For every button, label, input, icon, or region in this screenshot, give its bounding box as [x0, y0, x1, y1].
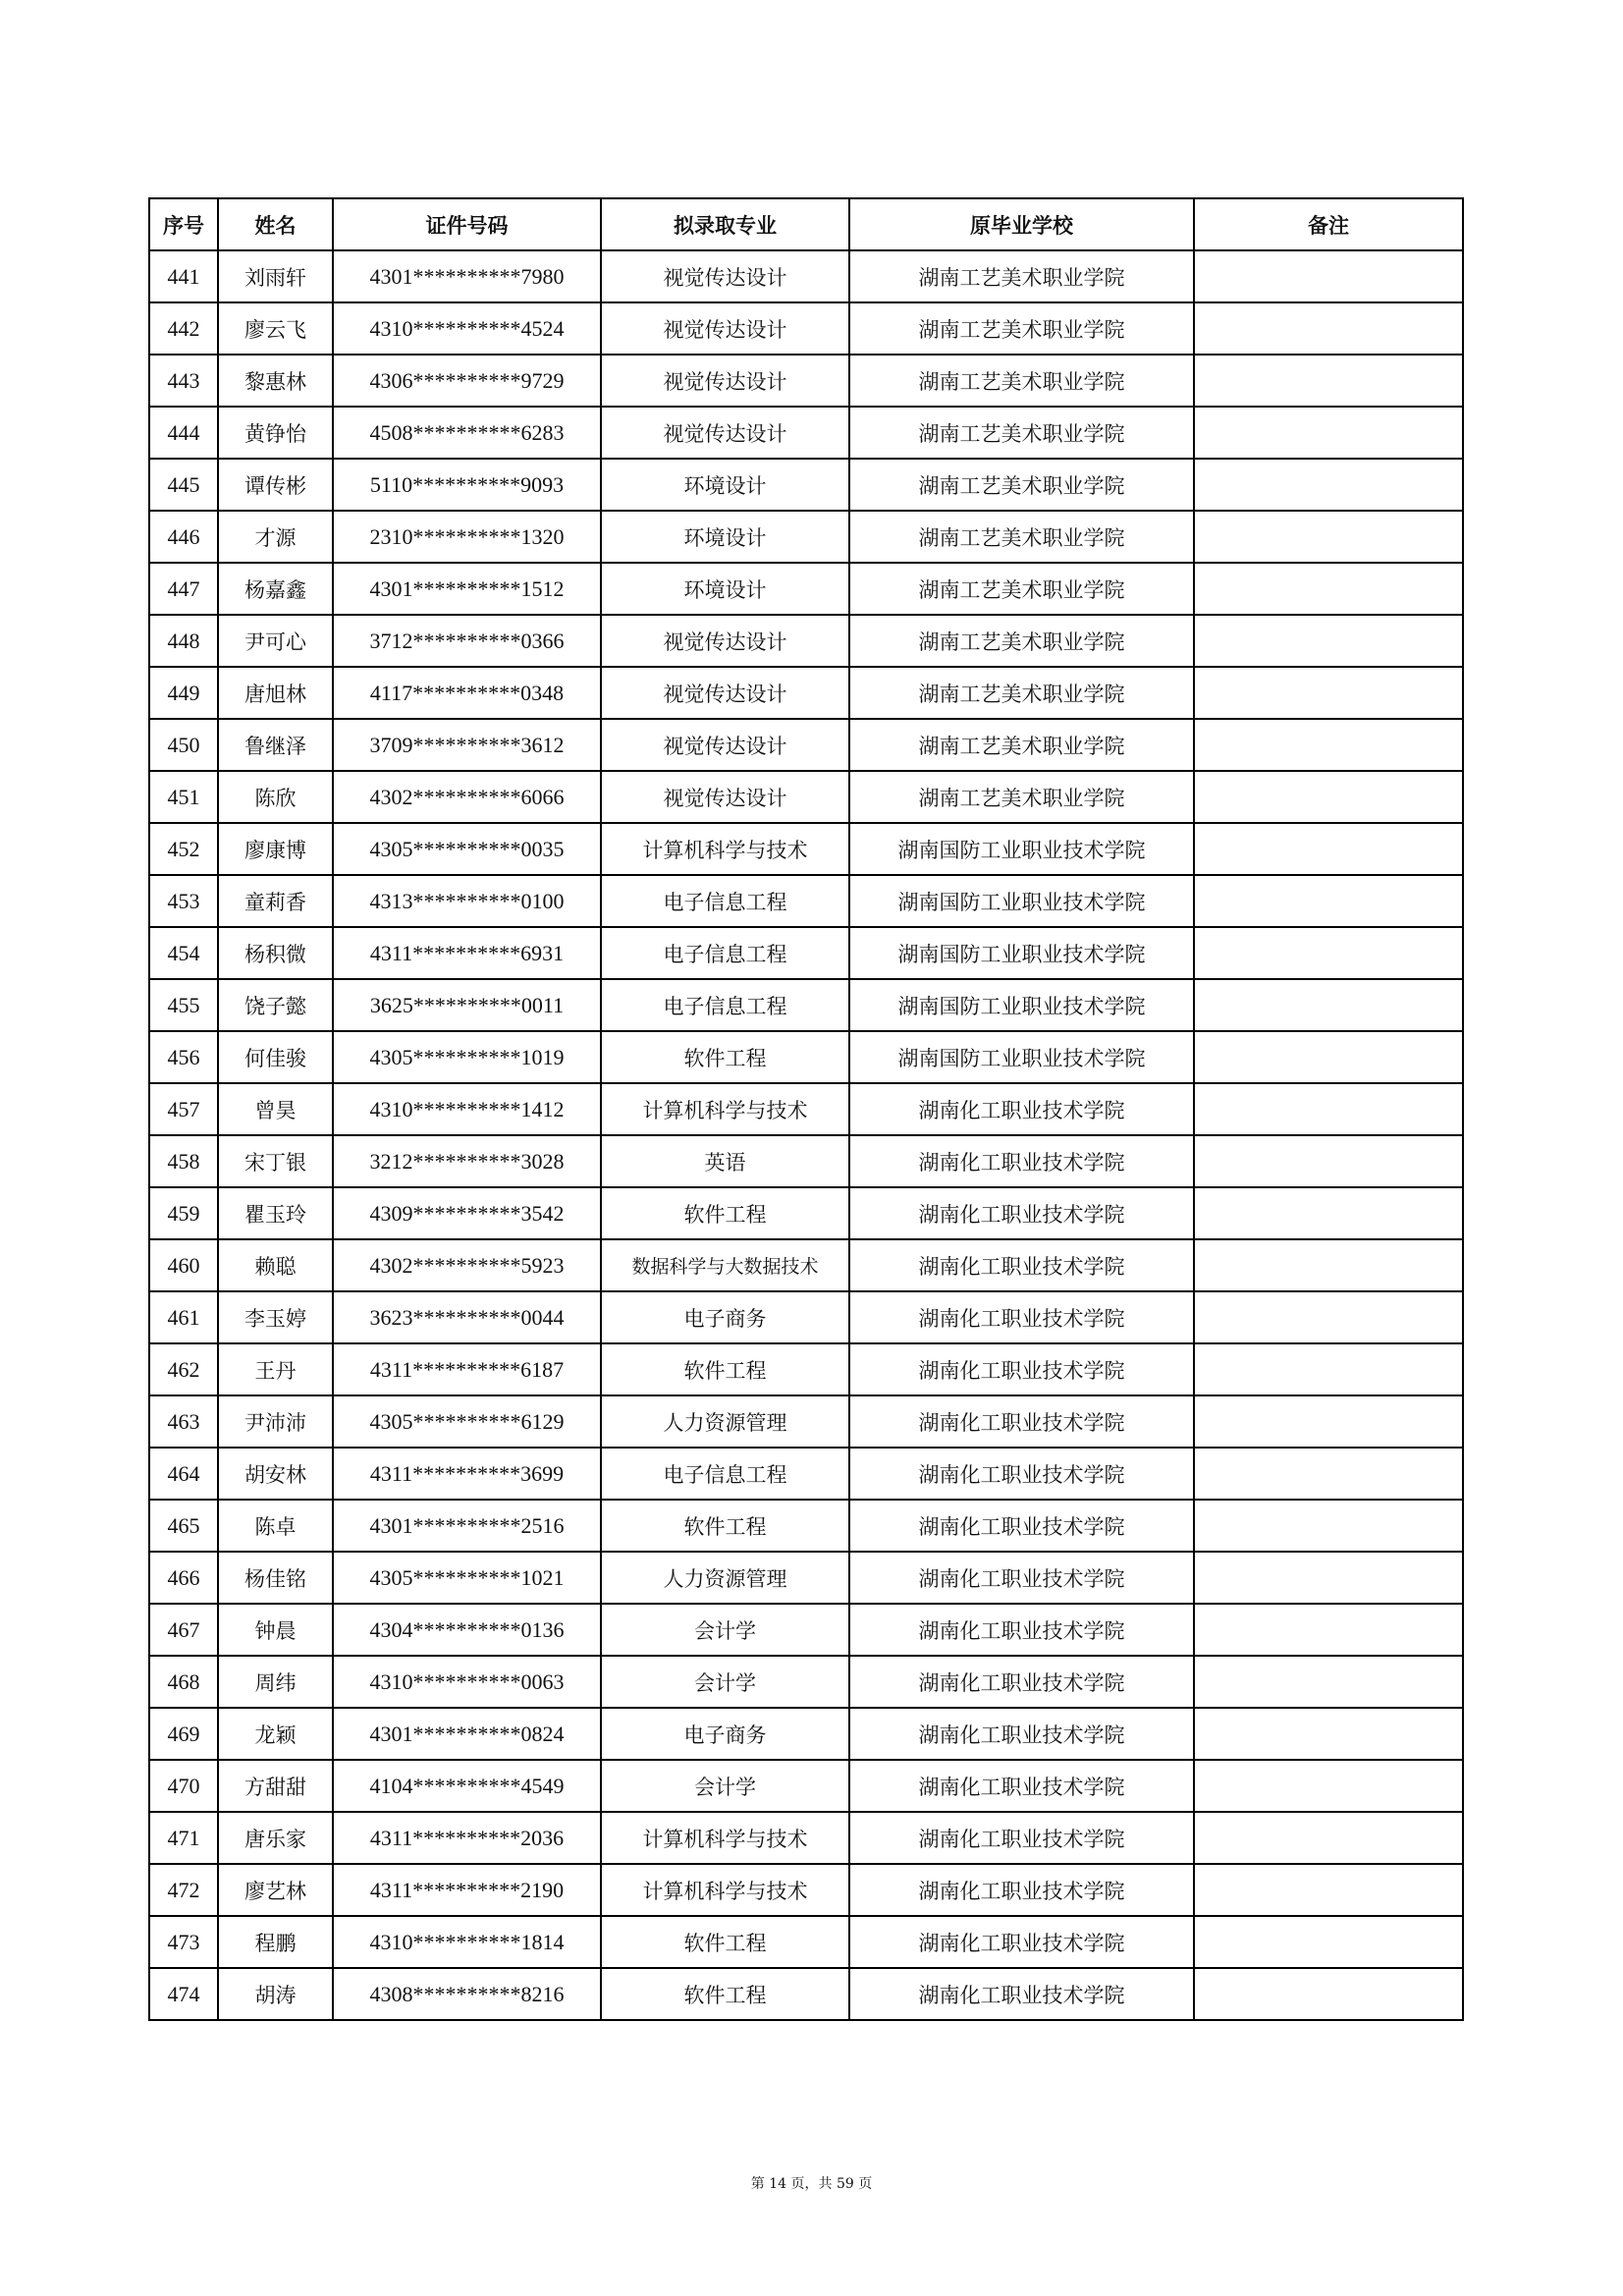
- remarks-cell: [1194, 1083, 1463, 1135]
- major-cell: 电子信息工程: [601, 875, 849, 927]
- header-seq: 序号: [149, 198, 218, 250]
- id-number-cell: 3709**********3612: [333, 719, 601, 771]
- school-cell: 湖南工艺美术职业学院: [849, 250, 1194, 302]
- remarks-cell: [1194, 771, 1463, 823]
- remarks-cell: [1194, 407, 1463, 459]
- header-id-number: 证件号码: [333, 198, 601, 250]
- major-cell: 环境设计: [601, 459, 849, 511]
- major-cell: 软件工程: [601, 1916, 849, 1968]
- table-row: [149, 1135, 1463, 1187]
- seq-cell: 453: [149, 875, 218, 927]
- school-cell: 湖南工艺美术职业学院: [849, 771, 1194, 823]
- seq-cell: 469: [149, 1708, 218, 1760]
- school-cell: 湖南化工职业技术学院: [849, 1760, 1194, 1812]
- name-cell: 廖康博: [218, 823, 333, 875]
- seq-cell: 444: [149, 407, 218, 459]
- seq-cell: 472: [149, 1864, 218, 1916]
- table-row: [149, 667, 1463, 719]
- table-row: [149, 1187, 1463, 1239]
- seq-cell: 441: [149, 250, 218, 302]
- id-number-cell: 4305**********6129: [333, 1395, 601, 1448]
- school-cell: 湖南工艺美术职业学院: [849, 355, 1194, 407]
- name-cell: 程鹏: [218, 1916, 333, 1968]
- major-cell: 计算机科学与技术: [601, 823, 849, 875]
- name-cell: 李玉婷: [218, 1291, 333, 1343]
- id-number-cell: 4310**********0063: [333, 1656, 601, 1708]
- school-cell: 湖南化工职业技术学院: [849, 1135, 1194, 1187]
- school-cell: 湖南化工职业技术学院: [849, 1448, 1194, 1500]
- school-cell: 湖南化工职业技术学院: [849, 1552, 1194, 1604]
- id-number-cell: 4309**********3542: [333, 1187, 601, 1239]
- table-row: [149, 511, 1463, 563]
- id-number-cell: 5110**********9093: [333, 459, 601, 511]
- school-cell: 湖南化工职业技术学院: [849, 1291, 1194, 1343]
- seq-cell: 458: [149, 1135, 218, 1187]
- remarks-cell: [1194, 1500, 1463, 1552]
- table-row: [149, 459, 1463, 511]
- remarks-cell: [1194, 302, 1463, 355]
- table-row: [149, 1083, 1463, 1135]
- school-cell: 湖南国防工业职业技术学院: [849, 875, 1194, 927]
- major-cell: 电子信息工程: [601, 1448, 849, 1500]
- id-number-cell: 4310**********1412: [333, 1083, 601, 1135]
- name-cell: 宋丁银: [218, 1135, 333, 1187]
- name-cell: 钟晨: [218, 1604, 333, 1656]
- seq-cell: 467: [149, 1604, 218, 1656]
- id-number-cell: 4305**********1019: [333, 1031, 601, 1083]
- table-row: [149, 250, 1463, 302]
- major-cell: 数据科学与大数据技术: [601, 1239, 849, 1291]
- school-cell: 湖南国防工业职业技术学院: [849, 1031, 1194, 1083]
- id-number-cell: 3625**********0011: [333, 979, 601, 1031]
- seq-cell: 461: [149, 1291, 218, 1343]
- table-row: [149, 1604, 1463, 1656]
- table-row: [149, 355, 1463, 407]
- table-row: [149, 407, 1463, 459]
- name-cell: 唐乐家: [218, 1812, 333, 1864]
- seq-cell: 471: [149, 1812, 218, 1864]
- school-cell: 湖南化工职业技术学院: [849, 1916, 1194, 1968]
- remarks-cell: [1194, 1656, 1463, 1708]
- remarks-cell: [1194, 1395, 1463, 1448]
- school-cell: 湖南化工职业技术学院: [849, 1708, 1194, 1760]
- table-row: [149, 719, 1463, 771]
- major-cell: 软件工程: [601, 1343, 849, 1395]
- seq-cell: 462: [149, 1343, 218, 1395]
- seq-cell: 449: [149, 667, 218, 719]
- major-cell: 视觉传达设计: [601, 719, 849, 771]
- id-number-cell: 4301**********2516: [333, 1500, 601, 1552]
- id-number-cell: 4304**********0136: [333, 1604, 601, 1656]
- name-cell: 鲁继泽: [218, 719, 333, 771]
- major-cell: 环境设计: [601, 563, 849, 615]
- remarks-cell: [1194, 1916, 1463, 1968]
- id-number-cell: 4308**********8216: [333, 1968, 601, 2020]
- remarks-cell: [1194, 667, 1463, 719]
- name-cell: 杨佳铭: [218, 1552, 333, 1604]
- id-number-cell: 4305**********0035: [333, 823, 601, 875]
- seq-cell: 460: [149, 1239, 218, 1291]
- seq-cell: 468: [149, 1656, 218, 1708]
- table-row: [149, 823, 1463, 875]
- school-cell: 湖南工艺美术职业学院: [849, 563, 1194, 615]
- remarks-cell: [1194, 1604, 1463, 1656]
- school-cell: 湖南工艺美术职业学院: [849, 511, 1194, 563]
- school-cell: 湖南工艺美术职业学院: [849, 615, 1194, 667]
- major-cell: 软件工程: [601, 1031, 849, 1083]
- id-number-cell: 4301**********0824: [333, 1708, 601, 1760]
- seq-cell: 451: [149, 771, 218, 823]
- remarks-cell: [1194, 1031, 1463, 1083]
- seq-cell: 456: [149, 1031, 218, 1083]
- major-cell: 人力资源管理: [601, 1395, 849, 1448]
- major-cell: 计算机科学与技术: [601, 1083, 849, 1135]
- remarks-cell: [1194, 875, 1463, 927]
- remarks-cell: [1194, 511, 1463, 563]
- table-row: [149, 1760, 1463, 1812]
- remarks-cell: [1194, 1187, 1463, 1239]
- name-cell: 黎惠林: [218, 355, 333, 407]
- remarks-cell: [1194, 719, 1463, 771]
- school-cell: 湖南国防工业职业技术学院: [849, 927, 1194, 979]
- major-cell: 环境设计: [601, 511, 849, 563]
- seq-cell: 443: [149, 355, 218, 407]
- table-row: [149, 1031, 1463, 1083]
- remarks-cell: [1194, 927, 1463, 979]
- major-cell: 人力资源管理: [601, 1552, 849, 1604]
- header-major: 拟录取专业: [601, 198, 849, 250]
- school-cell: 湖南国防工业职业技术学院: [849, 979, 1194, 1031]
- seq-cell: 473: [149, 1916, 218, 1968]
- remarks-cell: [1194, 1448, 1463, 1500]
- header-name: 姓名: [218, 198, 333, 250]
- school-cell: 湖南化工职业技术学院: [849, 1812, 1194, 1864]
- major-cell: 视觉传达设计: [601, 667, 849, 719]
- table-row: [149, 1968, 1463, 2020]
- id-number-cell: 4311**********2036: [333, 1812, 601, 1864]
- name-cell: 刘雨轩: [218, 250, 333, 302]
- major-cell: 软件工程: [601, 1500, 849, 1552]
- school-cell: 湖南工艺美术职业学院: [849, 459, 1194, 511]
- page-number-footer: 第 14 页，共 59 页: [750, 2176, 873, 2192]
- seq-cell: 464: [149, 1448, 218, 1500]
- header-remarks: 备注: [1194, 198, 1463, 250]
- seq-cell: 459: [149, 1187, 218, 1239]
- remarks-cell: [1194, 355, 1463, 407]
- school-cell: 湖南工艺美术职业学院: [849, 302, 1194, 355]
- id-number-cell: 4311**********2190: [333, 1864, 601, 1916]
- name-cell: 杨积微: [218, 927, 333, 979]
- table-row: [149, 1239, 1463, 1291]
- remarks-cell: [1194, 823, 1463, 875]
- remarks-cell: [1194, 1760, 1463, 1812]
- id-number-cell: 4305**********1021: [333, 1552, 601, 1604]
- major-cell: 视觉传达设计: [601, 250, 849, 302]
- school-cell: 湖南工艺美术职业学院: [849, 407, 1194, 459]
- table-row: [149, 302, 1463, 355]
- seq-cell: 452: [149, 823, 218, 875]
- name-cell: 尹可心: [218, 615, 333, 667]
- remarks-cell: [1194, 1552, 1463, 1604]
- id-number-cell: 4301**********7980: [333, 250, 601, 302]
- major-cell: 电子商务: [601, 1291, 849, 1343]
- id-number-cell: 4311**********6187: [333, 1343, 601, 1395]
- table-row: [149, 1291, 1463, 1343]
- major-cell: 会计学: [601, 1604, 849, 1656]
- major-cell: 电子信息工程: [601, 979, 849, 1031]
- seq-cell: 450: [149, 719, 218, 771]
- id-number-cell: 4302**********5923: [333, 1239, 601, 1291]
- table-row: [149, 563, 1463, 615]
- school-cell: 湖南化工职业技术学院: [849, 1500, 1194, 1552]
- seq-cell: 446: [149, 511, 218, 563]
- table-row: [149, 875, 1463, 927]
- id-number-cell: 3623**********0044: [333, 1291, 601, 1343]
- major-cell: 会计学: [601, 1760, 849, 1812]
- admission-roster-table: [148, 197, 1464, 2021]
- id-number-cell: 4311**********3699: [333, 1448, 601, 1500]
- remarks-cell: [1194, 563, 1463, 615]
- major-cell: 软件工程: [601, 1968, 849, 2020]
- major-cell: 计算机科学与技术: [601, 1812, 849, 1864]
- seq-cell: 457: [149, 1083, 218, 1135]
- name-cell: 尹沛沛: [218, 1395, 333, 1448]
- table-row: [149, 615, 1463, 667]
- table-row: [149, 1812, 1463, 1864]
- name-cell: 唐旭林: [218, 667, 333, 719]
- name-cell: 廖云飞: [218, 302, 333, 355]
- school-cell: 湖南工艺美术职业学院: [849, 719, 1194, 771]
- name-cell: 才源: [218, 511, 333, 563]
- seq-cell: 454: [149, 927, 218, 979]
- header-school: 原毕业学校: [849, 198, 1194, 250]
- seq-cell: 465: [149, 1500, 218, 1552]
- school-cell: 湖南化工职业技术学院: [849, 1656, 1194, 1708]
- name-cell: 周纬: [218, 1656, 333, 1708]
- seq-cell: 447: [149, 563, 218, 615]
- id-number-cell: 4313**********0100: [333, 875, 601, 927]
- school-cell: 湖南化工职业技术学院: [849, 1395, 1194, 1448]
- name-cell: 杨嘉鑫: [218, 563, 333, 615]
- school-cell: 湖南国防工业职业技术学院: [849, 823, 1194, 875]
- seq-cell: 442: [149, 302, 218, 355]
- id-number-cell: 4310**********4524: [333, 302, 601, 355]
- id-number-cell: 4301**********1512: [333, 563, 601, 615]
- seq-cell: 448: [149, 615, 218, 667]
- id-number-cell: 4311**********6931: [333, 927, 601, 979]
- remarks-cell: [1194, 1968, 1463, 2020]
- table-body: [149, 250, 1463, 2020]
- name-cell: 童莉香: [218, 875, 333, 927]
- table-row: [149, 1708, 1463, 1760]
- major-cell: 视觉传达设计: [601, 407, 849, 459]
- major-cell: 视觉传达设计: [601, 355, 849, 407]
- name-cell: 方甜甜: [218, 1760, 333, 1812]
- table-row: [149, 1500, 1463, 1552]
- table-row: [149, 1343, 1463, 1395]
- major-cell: 视觉传达设计: [601, 302, 849, 355]
- seq-cell: 470: [149, 1760, 218, 1812]
- table-row: [149, 1395, 1463, 1448]
- id-number-cell: 4104**********4549: [333, 1760, 601, 1812]
- name-cell: 瞿玉玲: [218, 1187, 333, 1239]
- name-cell: 何佳骏: [218, 1031, 333, 1083]
- remarks-cell: [1194, 1708, 1463, 1760]
- id-number-cell: 3712**********0366: [333, 615, 601, 667]
- major-cell: 电子信息工程: [601, 927, 849, 979]
- school-cell: 湖南化工职业技术学院: [849, 1187, 1194, 1239]
- major-cell: 电子商务: [601, 1708, 849, 1760]
- major-cell: 软件工程: [601, 1187, 849, 1239]
- remarks-cell: [1194, 1812, 1463, 1864]
- major-cell: 计算机科学与技术: [601, 1864, 849, 1916]
- school-cell: 湖南化工职业技术学院: [849, 1864, 1194, 1916]
- name-cell: 谭传彬: [218, 459, 333, 511]
- seq-cell: 466: [149, 1552, 218, 1604]
- school-cell: 湖南化工职业技术学院: [849, 1968, 1194, 2020]
- school-cell: 湖南化工职业技术学院: [849, 1239, 1194, 1291]
- table-row: [149, 1448, 1463, 1500]
- seq-cell: 445: [149, 459, 218, 511]
- school-cell: 湖南化工职业技术学院: [849, 1343, 1194, 1395]
- remarks-cell: [1194, 250, 1463, 302]
- school-cell: 湖南化工职业技术学院: [849, 1083, 1194, 1135]
- name-cell: 龙颖: [218, 1708, 333, 1760]
- table-row: [149, 1864, 1463, 1916]
- id-number-cell: 4310**********1814: [333, 1916, 601, 1968]
- remarks-cell: [1194, 459, 1463, 511]
- seq-cell: 474: [149, 1968, 218, 2020]
- remarks-cell: [1194, 615, 1463, 667]
- seq-cell: 463: [149, 1395, 218, 1448]
- remarks-cell: [1194, 1864, 1463, 1916]
- seq-cell: 455: [149, 979, 218, 1031]
- table-row: [149, 927, 1463, 979]
- remarks-cell: [1194, 1343, 1463, 1395]
- name-cell: 王丹: [218, 1343, 333, 1395]
- table-row: [149, 979, 1463, 1031]
- major-cell: 视觉传达设计: [601, 615, 849, 667]
- major-cell: 会计学: [601, 1656, 849, 1708]
- name-cell: 陈欣: [218, 771, 333, 823]
- name-cell: 饶子懿: [218, 979, 333, 1031]
- id-number-cell: 3212**********3028: [333, 1135, 601, 1187]
- id-number-cell: 4508**********6283: [333, 407, 601, 459]
- remarks-cell: [1194, 1135, 1463, 1187]
- major-cell: 英语: [601, 1135, 849, 1187]
- table-row: [149, 1552, 1463, 1604]
- name-cell: 黄铮怡: [218, 407, 333, 459]
- remarks-cell: [1194, 979, 1463, 1031]
- name-cell: 陈卓: [218, 1500, 333, 1552]
- school-cell: 湖南工艺美术职业学院: [849, 667, 1194, 719]
- table-row: [149, 1656, 1463, 1708]
- id-number-cell: 4306**********9729: [333, 355, 601, 407]
- id-number-cell: 2310**********1320: [333, 511, 601, 563]
- school-cell: 湖南化工职业技术学院: [849, 1604, 1194, 1656]
- table-row: [149, 771, 1463, 823]
- major-cell: 视觉传达设计: [601, 771, 849, 823]
- id-number-cell: 4302**********6066: [333, 771, 601, 823]
- remarks-cell: [1194, 1291, 1463, 1343]
- name-cell: 廖艺林: [218, 1864, 333, 1916]
- name-cell: 胡涛: [218, 1968, 333, 2020]
- name-cell: 胡安林: [218, 1448, 333, 1500]
- table-row: [149, 1916, 1463, 1968]
- remarks-cell: [1194, 1239, 1463, 1291]
- name-cell: 曾昊: [218, 1083, 333, 1135]
- table-header-row: [149, 198, 1463, 250]
- name-cell: 赖聪: [218, 1239, 333, 1291]
- id-number-cell: 4117**********0348: [333, 667, 601, 719]
